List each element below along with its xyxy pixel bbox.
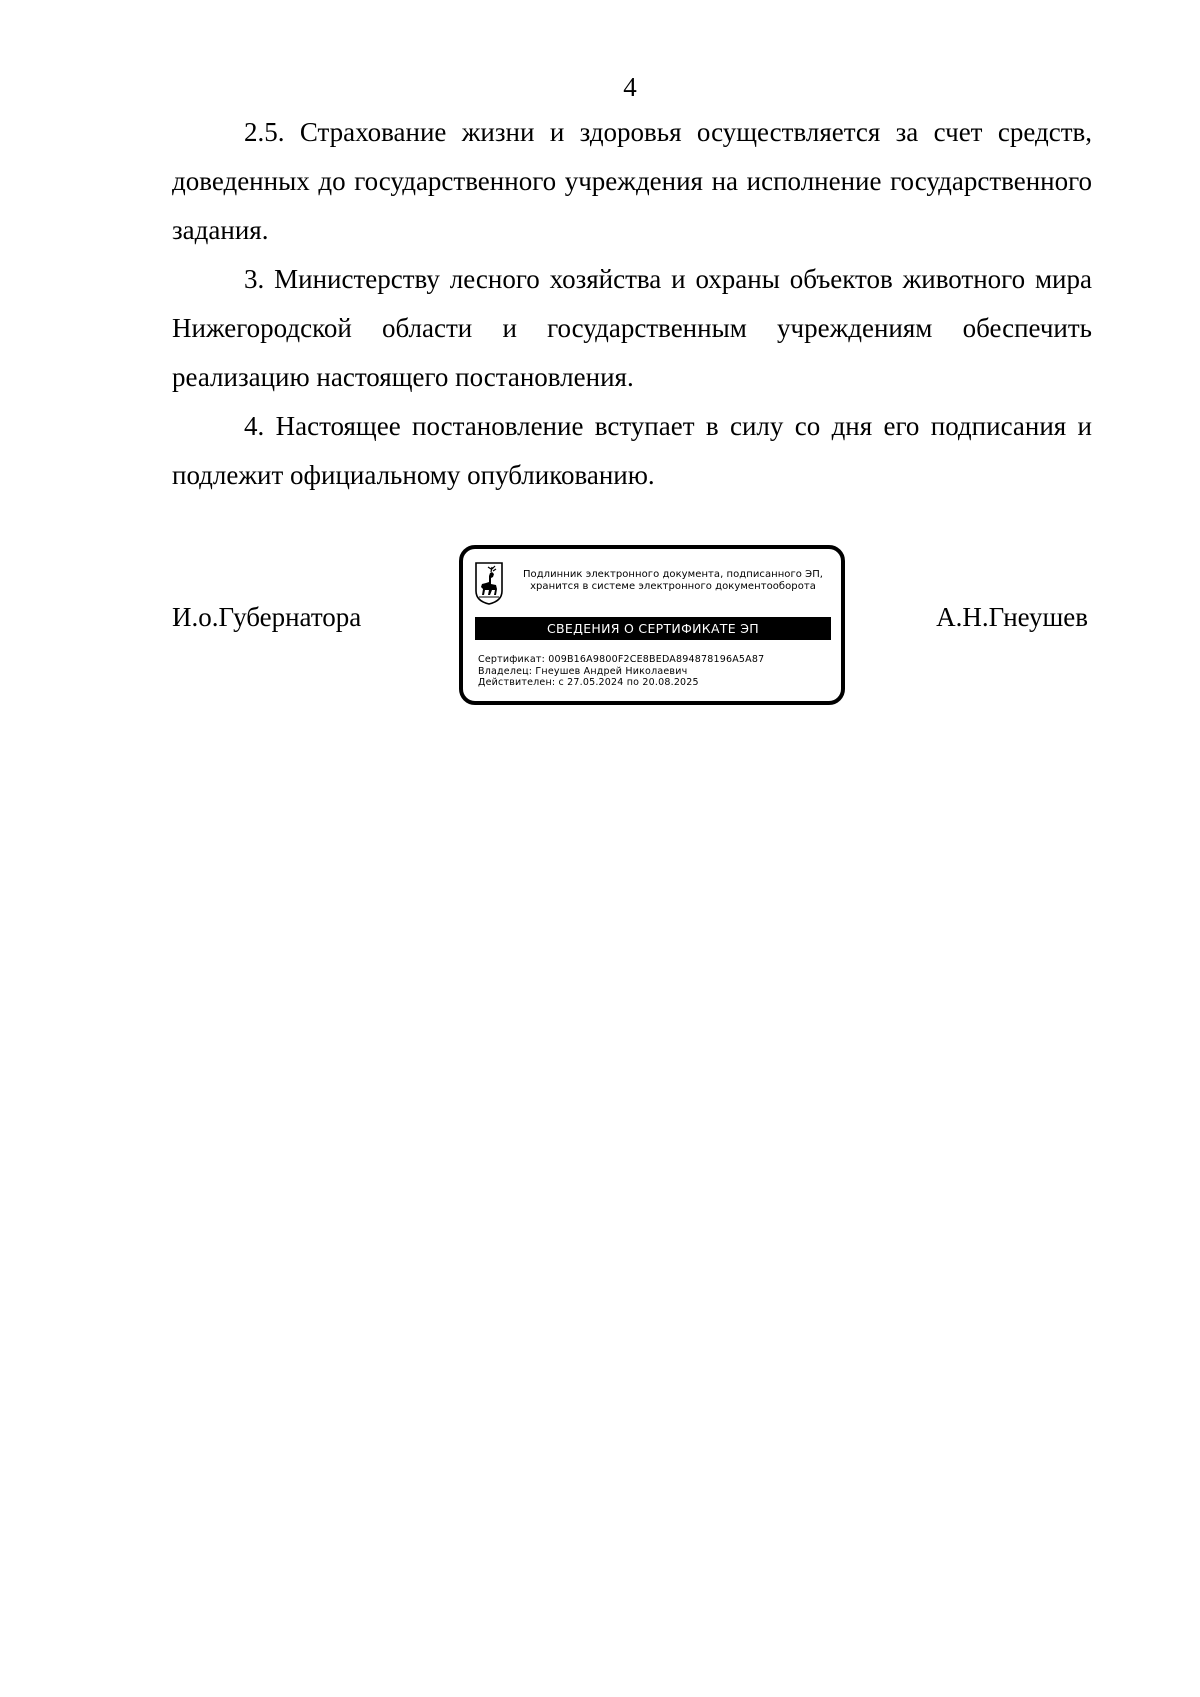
document-body	[172, 108, 1092, 500]
deer-emblem-icon	[474, 561, 504, 605]
certificate-owner: Владелец: Гнеушев Андрей Николаевич	[478, 665, 688, 677]
stamp-header	[509, 569, 837, 593]
certificate-validity: Действителен: с 27.05.2024 по 20.08.2025	[478, 677, 699, 688]
electronic-signature-stamp	[459, 545, 845, 705]
signatory-role: И.о.Губернатора	[172, 602, 362, 632]
signatory-name: А.Н.Гнеушев	[936, 602, 1088, 632]
certificate-number: Сертификат: 009B16A9800F2CE8BEDA894878196A5A87	[478, 654, 765, 665]
page-number: 4	[623, 72, 637, 102]
stamp-header-line-1: Подлинник электронного документа, подписанного ЭП,	[522, 569, 824, 580]
certificate-info-bar: СВЕДЕНИЯ О СЕРТИФИКАТЕ ЭП	[475, 617, 831, 640]
paragraph-2-5: 2.5. Страхование жизни и здоровья осуществляется за счет средств, доведенных до государственного учреждения на исполнение государственного задания.	[172, 117, 1092, 245]
stamp-header-line-2: хранится в системе электронного документооборота	[530, 581, 816, 592]
paragraph-3: 3. Министерству лесного хозяйства и охраны объектов животного мира Нижегородской области и государственным учреждениям обеспечить реализацию настоящего постановления.	[172, 264, 1092, 392]
certificate-details	[478, 654, 764, 689]
paragraph-4: 4. Настоящее постановление вступает в силу со дня его подписания и подлежит официальному опубликованию.	[172, 411, 1092, 490]
